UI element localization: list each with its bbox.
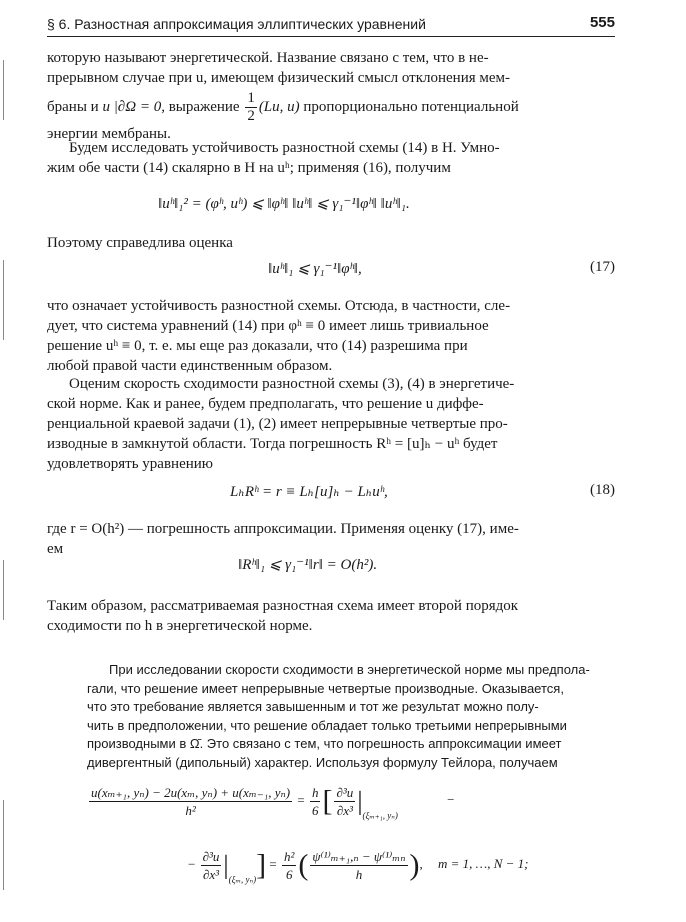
- page-edge-shadow: [3, 260, 4, 340]
- equation-17: ‖uʰ‖₁ ⩽ γ₁⁻¹‖φʰ‖,: [268, 261, 362, 277]
- running-header: [47, 14, 615, 37]
- text-line: Таким образом, рассматриваемая разностная схема имеет второй порядок: [47, 598, 519, 614]
- psi-difference-fraction: $\frac{\text{ψ⁽¹⁾ₘ₊₁,ₙ − ψ⁽¹⁾ₘₙ}}{h}$: [312, 849, 406, 882]
- text-line: ем: [47, 541, 64, 557]
- section-title: § 6. Разностная аппроксимация эллиптических уравнений: [47, 16, 426, 32]
- text-line: любой правой части единственным образом.: [47, 358, 333, 374]
- page-edge-shadow: [3, 60, 4, 120]
- equation-error-order: ‖Rʰ‖₁ ⩽ γ₁⁻¹‖r‖ = O(h²).: [238, 557, 378, 573]
- equation-18: LₕRʰ = r ≡ Lₕ[u]ₕ − Lₕuʰ,: [230, 484, 388, 500]
- text-line: жим обе части (14) скалярно в H на uʰ; применяя (16), получим: [47, 160, 451, 176]
- paragraph-stability: [47, 138, 615, 178]
- text-line: удовлетворять уравнению: [47, 456, 213, 472]
- text-line: где r = O(h²) — погрешность аппроксимации. Применяя оценку (17), име-: [47, 521, 519, 537]
- equation-taylor-line-1: $\frac{\text{u(xₘ₊₁, yₙ) − 2u(xₘ, yₙ) + u(xₘ₋₁, yₙ)}}{\text{h²}}$ = $\frac{h}{6}$ [ $\frac{\text{∂³u}}{\text{∂x³}}$ $|_{(\xi_{m+1}, y_n)}$ −: [91, 784, 455, 821]
- paragraph-energy-norm: [47, 48, 615, 144]
- paragraph-therefore: Поэтому справедлива оценка: [47, 235, 233, 251]
- text-line: дивергентный (дипольный) характер. Используя формулу Тейлора, получаем: [87, 754, 558, 770]
- text-line: чить в предположении, что решение обладает только третьими непрерывными: [87, 717, 567, 733]
- text-line: энергии мембраны.: [47, 126, 171, 142]
- text-line: сходимости по h в энергетической норме.: [47, 618, 313, 634]
- text-line: При исследовании скорости сходимости в энергетической норме мы предпола-: [109, 662, 590, 677]
- equation-number-17: (17): [590, 259, 615, 275]
- text-line: решение uʰ ≡ 0, т. е. мы еще раз доказали, что (14) разрешима при: [47, 338, 468, 354]
- fraction-h2-over-6: $\frac{\text{h²}}{6}$: [284, 849, 295, 882]
- text-line: гали, что решение имеет непрерывные четвертые производные. Оказывается,: [87, 680, 564, 696]
- equation-energy-estimate: ‖uʰ‖₁² = (φʰ, uʰ) ⩽ ‖φʰ‖ ‖uʰ‖ ⩽ γ₁⁻¹‖φʰ‖ ‖uʰ‖₁.: [158, 196, 410, 212]
- evaluation-point: (ξₘ, yₙ): [228, 874, 257, 885]
- equation-taylor-line-2: − $\frac{\text{∂³u}}{\text{∂x³}}$ $|_{(\xi_m, y_n)}$] = $\frac{\text{h²}}{6}$ ( $\frac{\text{ψ⁽¹⁾ₘ₊₁,ₙ − ψ⁽¹⁾ₘₙ}}{h}$ ), m = 1, …, N − 1;: [188, 848, 529, 885]
- text-line: изводные в замкнутой области. Тогда погрешность Rʰ = [u]ₕ − uʰ будет: [47, 436, 498, 452]
- text-line: что это требование является завышенным и тот же результат можно полу-: [87, 699, 539, 714]
- paragraph-conclusion: [47, 596, 615, 636]
- boundary-condition: u |∂Ω = 0,: [102, 99, 165, 115]
- text-line: что означает устойчивость разностной схемы. Отсюда, в частности, сле-: [47, 298, 511, 314]
- text-line: Будем исследовать устойчивость разностной схемы (14) в H. Умно-: [69, 140, 500, 156]
- second-difference-fraction: $\frac{\text{u(xₘ₊₁, yₙ) − 2u(xₘ, yₙ) + u(xₘ₋₁, yₙ)}}{\text{h²}}$: [91, 785, 291, 818]
- index-range: m = 1, …, N − 1;: [438, 856, 529, 872]
- page-edge-shadow: [3, 800, 4, 890]
- fraction-h-over-6: $\frac{h}{6}$: [311, 785, 319, 818]
- third-derivative-fraction: $\frac{\text{∂³u}}{\text{∂x³}}$: [336, 785, 354, 818]
- text-line: прерывном случае при u, имеющем физический смысл отклонения мем-: [47, 70, 511, 86]
- text-line: которую называют энергетической. Название связано с тем, что в не-: [47, 50, 489, 66]
- paragraph-approximation-error: [47, 519, 615, 559]
- text-line-with-fraction: браны и u |∂Ω = 0, выражение $\frac{1}{2}$ (Lu, u) пропорционально потенциальной: [47, 90, 519, 125]
- evaluation-point: (ξₘ₊₁, yₙ): [362, 810, 398, 821]
- page-number: 555: [589, 14, 615, 31]
- third-derivative-fraction: $\frac{\text{∂³u}}{\text{∂x³}}$: [202, 849, 220, 882]
- paragraph-convergence: [47, 374, 615, 474]
- text-line: дует, что система уравнений (14) при φʰ ≡ 0 имеет лишь тривиальное: [47, 318, 489, 334]
- fraction-one-half: $\frac{1}{2}$: [247, 90, 255, 125]
- small-print-remark: [87, 661, 615, 772]
- text-line: ренциальной краевой задачи (1), (2) имеет непрерывные четвертые про-: [47, 416, 508, 432]
- page-edge-shadow: [3, 560, 4, 620]
- equation-number-18: (18): [590, 482, 615, 498]
- text-line: ской норме. Как и ранее, будем предполагать, что решение u диффе-: [47, 396, 484, 412]
- text-line: Оценим скорость сходимости разностной схемы (3), (4) в энергетиче-: [69, 376, 515, 392]
- paragraph-uniqueness: [47, 296, 615, 376]
- text-line: производными в Ω̄. Это связано с тем, что погрешность аппроксимации имеет: [87, 736, 562, 751]
